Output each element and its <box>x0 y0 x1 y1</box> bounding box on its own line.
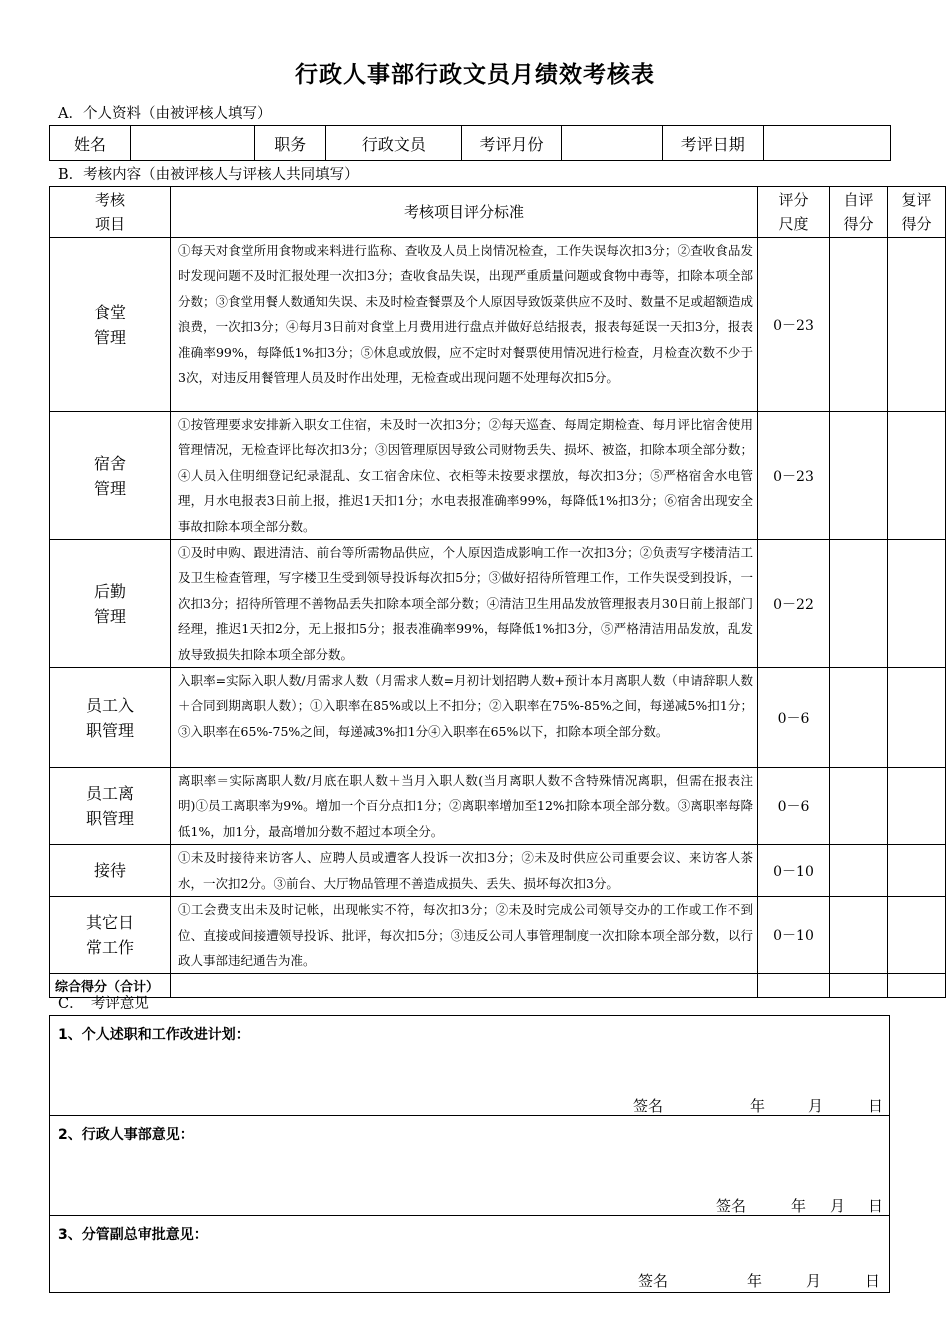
table-row <box>50 668 946 768</box>
review-score-field[interactable] <box>888 897 946 974</box>
personal-info-table <box>49 125 891 161</box>
month-label: 月 <box>806 1272 822 1290</box>
self-score-field[interactable] <box>830 238 888 412</box>
month-label: 月 <box>830 1197 846 1215</box>
total-label: 综合得分（合计） <box>50 974 171 998</box>
month-label: 考评月份 <box>462 126 561 161</box>
position-field[interactable]: 行政文员 <box>326 126 462 161</box>
range-cell: 0－23 <box>758 412 830 540</box>
category-cell: 食堂管理 <box>50 238 171 412</box>
hr-opinion-label: 2、行政人事部意见： <box>58 1127 194 1143</box>
criteria-cell: ①未及时接待来访客人、应聘人员或遭客人投诉一次扣3分；②未及时供应公司重要会议、来访客人茶水，一次扣2分。③前台、大厅物品管理不善造成损失、丢失、损坏每次扣3分。 <box>171 845 758 897</box>
self-report-box[interactable] <box>49 1015 890 1116</box>
day-label: 日 <box>868 1197 884 1215</box>
review-score-field[interactable] <box>888 238 946 412</box>
range-cell: 0－10 <box>758 897 830 974</box>
range-cell: 0－6 <box>758 668 830 768</box>
section-a-heading: A．个人资料（由被评核人填写） <box>58 106 272 122</box>
criteria-cell: ①工会费支出未及时记帐，出现帐实不符，每次扣3分；②未及时完成公司领导交办的工作或工作不到位、直接或间接遭领导投诉、批评，每次扣5分；③违反公司人事管理制度一次扣除本项全部分数，以行政人事部违纪通告为准。 <box>171 897 758 974</box>
self-score-field[interactable] <box>830 897 888 974</box>
month-field[interactable] <box>561 126 662 161</box>
criteria-cell: 离职率＝实际离职人数/月底在职人数＋当月入职人数(当月离职人数不含特殊情况离职，但需在报表注明)①员工离职率为9%。增加一个百分点扣1分；②离职率增加至12%扣除本项全部分数。③离职率每降低1%，加1分，最高增加分数不超过本项全分。 <box>171 768 758 845</box>
header-item: 考核项目 <box>50 187 171 238</box>
table-row <box>50 768 946 845</box>
self-report-label: 1、个人述职和工作改进计划： <box>58 1027 250 1043</box>
criteria-cell: ①及时申购、跟进清洁、前台等所需物品供应，个人原因造成影响工作一次扣3分；②负责写字楼清洁工及卫生检查管理，写字楼卫生受到领导投诉每次扣5分；③做好招待所管理工作，工作失误受到投诉，一次扣3分；招待所管理不善物品丢失扣除本项全部分数；④清洁卫生用品发放管理报表月30日前上报部门经理，推迟1天扣2分，无上报扣5分；报表准确率99%，每降低1%扣3分，⑤严格清洁用品发放，乱发放导致损失扣除本项全部分数。 <box>171 540 758 668</box>
category-cell: 接待 <box>50 845 171 897</box>
assessment-table <box>49 186 946 998</box>
category-cell: 员工入职管理 <box>50 668 171 768</box>
review-score-field[interactable] <box>888 845 946 897</box>
table-row <box>50 412 946 540</box>
self-score-field[interactable] <box>830 845 888 897</box>
total-review-field[interactable] <box>888 974 946 998</box>
position-label: 职务 <box>255 126 326 161</box>
date-field[interactable] <box>763 126 890 161</box>
table-row <box>50 845 946 897</box>
vp-approval-label: 3、分管副总审批意见： <box>58 1227 208 1243</box>
signature-label: 签名 <box>638 1272 669 1290</box>
criteria-cell: ①按管理要求安排新入职女工住宿，未及时一次扣3分；②每天巡查、每周定期检查、每月评比宿舍使用管理情况，无检查评比每次扣3分；③因管理原因导致公司财物丢失、损坏、被盗，扣除本项全部分数；④人员入住明细登记纪录混乱、女工宿舍床位、衣柜等未按要求摆放，每次扣3分；⑤严格宿舍水电管理，月水电报表3日前上报，推迟1天扣1分；水电表报准确率99%，每降低1%扣3分；⑥宿舍出现安全事故扣除本项全部分数。 <box>171 412 758 540</box>
self-score-field[interactable] <box>830 540 888 668</box>
criteria-cell: ①每天对食堂所用食物或来料进行监称、查收及人员上岗情况检查，工作失误每次扣3分；②查收食品发时发现问题不及时汇报处理一次扣3分；查收食品失误，出现严重质量问题或食物中毒等，扣除本项全部分数；③食堂用餐人数通知失误、未及时检查餐票及个人原因导致饭菜供应不及时、数量不足或超额造成浪费，一次扣3分；④每月3日前对食堂上月费用进行盘点并做好总结报表，报表每延误一天扣3分，报表准确率99%，每降低1%扣3分；⑤休息或放假，应不定时对餐票使用情况进行检查，月检查次数不少于3次，对违反用餐管理人员及时作出处理，无检查或出现问题不处理每次扣5分。 <box>171 238 758 412</box>
name-field[interactable] <box>131 126 255 161</box>
self-score-field[interactable] <box>830 668 888 768</box>
day-label: 日 <box>868 1097 884 1115</box>
category-cell: 后勤管理 <box>50 540 171 668</box>
date-label: 考评日期 <box>662 126 763 161</box>
header-range: 评分尺度 <box>758 187 830 238</box>
range-cell: 0－23 <box>758 238 830 412</box>
hr-opinion-box[interactable] <box>49 1115 890 1216</box>
self-score-field[interactable] <box>830 412 888 540</box>
review-score-field[interactable] <box>888 412 946 540</box>
vp-approval-box[interactable] <box>49 1215 890 1293</box>
review-score-field[interactable] <box>888 768 946 845</box>
year-label: 年 <box>750 1097 766 1115</box>
month-label: 月 <box>808 1097 824 1115</box>
total-range-field[interactable] <box>758 974 830 998</box>
year-label: 年 <box>747 1272 763 1290</box>
category-cell: 宿舍管理 <box>50 412 171 540</box>
range-cell: 0－22 <box>758 540 830 668</box>
signature-label: 签名 <box>716 1197 747 1215</box>
total-row <box>50 974 946 998</box>
signature-label: 签名 <box>633 1097 664 1115</box>
section-b-heading: B．考核内容（由被评核人与评核人共同填写） <box>58 167 359 183</box>
table-row <box>50 897 946 974</box>
header-review-score: 复评得分 <box>888 187 946 238</box>
name-label: 姓名 <box>50 126 131 161</box>
review-score-field[interactable] <box>888 668 946 768</box>
table-row <box>50 540 946 668</box>
section-c-heading: C． 考评意见 <box>58 996 149 1012</box>
total-self-field[interactable] <box>830 974 888 998</box>
year-label: 年 <box>791 1197 807 1215</box>
review-score-field[interactable] <box>888 540 946 668</box>
header-criteria: 考核项目评分标准 <box>171 187 758 238</box>
category-cell: 员工离职管理 <box>50 768 171 845</box>
criteria-cell: 入职率=实际入职人数/月需求人数（月需求人数=月初计划招聘人数+预计本月离职人数（申请辞职人数＋合同到期离职人数）；①入职率在85%或以上不扣分；②入职率在75%-85%之间，每递减5%扣1分；③入职率在65%-75%之间，每递减3%扣1分④入职率在65%以下，扣除本项全部分数。 <box>171 668 758 768</box>
range-cell: 0－10 <box>758 845 830 897</box>
total-value-field[interactable] <box>171 974 758 998</box>
day-label: 日 <box>865 1272 881 1290</box>
page-title: 行政人事部行政文员月绩效考核表 <box>295 62 655 88</box>
header-self-score: 自评得分 <box>830 187 888 238</box>
self-score-field[interactable] <box>830 768 888 845</box>
range-cell: 0－6 <box>758 768 830 845</box>
category-cell: 其它日常工作 <box>50 897 171 974</box>
table-row <box>50 238 946 412</box>
